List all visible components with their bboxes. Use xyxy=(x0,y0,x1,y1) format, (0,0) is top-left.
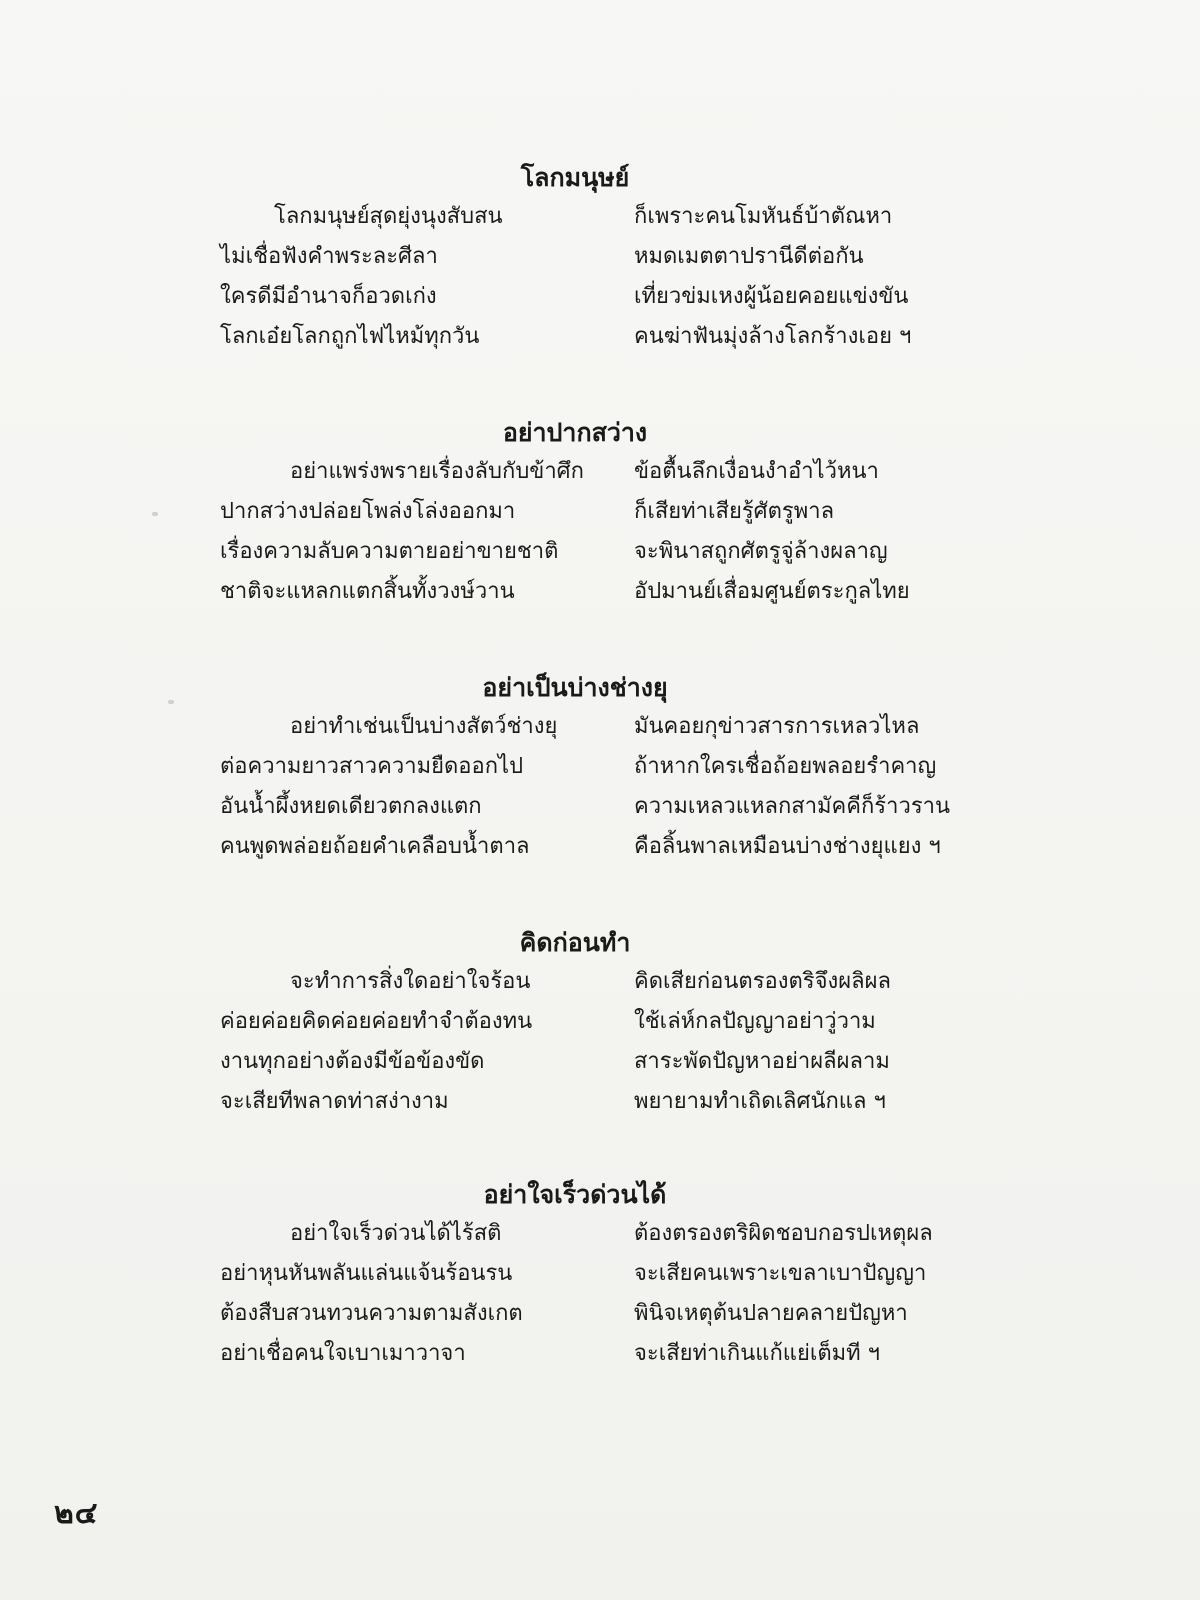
verse-line-left: ค่อยค่อยคิดค่อยค่อยทำจำต้องทน xyxy=(220,1009,533,1034)
verse-line-left: จะทำการสิ่งใดอย่าใจร้อน xyxy=(290,969,531,994)
verse-line-left: โลกเอ๋ยโลกถูกไฟไหม้ทุกวัน xyxy=(220,324,480,349)
verse-line-left: ต่อความยาวสาวความยืดออกไป xyxy=(220,754,524,779)
verse-line-right: ต้องตรองตริผิดชอบกอรปเหตุผล xyxy=(634,1221,933,1246)
verse-line-right: หมดเมตตาปรานีดีต่อกัน xyxy=(634,244,864,269)
verse-line-left: งานทุกอย่างต้องมีข้อข้องขัด xyxy=(220,1049,485,1074)
verse-line-right: คนฆ่าฟันมุ่งล้างโลกร้างเอย ฯ xyxy=(634,324,912,349)
poem-title: โลกมนุษย์ xyxy=(520,163,630,192)
verse-line-left: ใครดีมีอำนาจก็อวดเก่ง xyxy=(220,284,437,309)
verse-line-left: อย่าแพร่งพรายเรื่องลับกับข้าศึก xyxy=(290,459,584,484)
verse-line-left: อย่าหุนหันพลันแล่นแจ้นร้อนรน xyxy=(220,1261,513,1286)
verse-line-left: เรื่องความลับความตายอย่าขายชาติ xyxy=(220,539,559,564)
verse-line-right: จะเสียท่าเกินแก้แย่เต็มที ฯ xyxy=(634,1341,881,1366)
verse-line-left: ปากสว่างปล่อยโพล่งโล่งออกมา xyxy=(220,499,516,524)
verse-line-right: ความเหลวแหลกสามัคคีก็ร้าวราน xyxy=(634,794,951,819)
verse-line-right: สาระพัดปัญหาอย่าผลีผลาม xyxy=(634,1049,890,1074)
verse-line-left: อย่าทำเช่นเป็นบ่างสัตว์ช่างยุ xyxy=(290,714,558,739)
verse-line-left: ต้องสืบสวนทวนความตามสังเกต xyxy=(220,1301,523,1326)
verse-line-right: มันคอยกุข่าวสารการเหลวไหล xyxy=(634,714,920,739)
verse-line-right: จะเสียคนเพราะเขลาเบาปัญญา xyxy=(634,1261,927,1286)
verse-line-right: ใช้เล่ห์กลปัญญาอย่าวู่วาม xyxy=(634,1009,876,1034)
verse-line-right: คิดเสียก่อนตรองตริจึงผลิผล xyxy=(634,969,891,994)
verse-line-right: คือลิ้นพาลเหมือนบ่างช่างยุแยง ฯ xyxy=(634,834,941,859)
paper-speck xyxy=(152,512,158,516)
verse-line-right: ข้อตื้นลึกเงื่อนงำอำไว้หนา xyxy=(634,459,879,484)
verse-line-left: โลกมนุษย์สุดยุ่งนุงสับสน xyxy=(274,204,503,229)
verse-line-right: ถ้าหากใครเชื่อถ้อยพลอยรำคาญ xyxy=(634,754,937,779)
verse-line-right: จะพินาสถูกศัตรูจู่ล้างผลาญ xyxy=(634,539,888,564)
verse-line-left: อย่าใจเร็วด่วนได้ไร้สติ xyxy=(290,1221,502,1246)
verse-line-right: พินิจเหตุต้นปลายคลายปัญหา xyxy=(634,1301,908,1326)
verse-line-right: พยายามทำเถิดเลิศนักแล ฯ xyxy=(634,1089,886,1114)
verse-line-left: คนพูดพล่อยถ้อยคำเคลือบน้ำตาล xyxy=(220,834,530,859)
poem-title: คิดก่อนทำ xyxy=(519,928,631,957)
verse-line-right: ก็เพราะคนโมหันธ์บ้าตัณหา xyxy=(634,204,893,229)
verse-line-right: ก็เสียท่าเสียรู้ศัตรูพาล xyxy=(634,499,835,524)
verse-line-right: เที่ยวข่มเหงผู้น้อยคอยแข่งขัน xyxy=(634,284,909,309)
poem-title: อย่าปากสว่าง xyxy=(502,418,648,447)
verse-line-left: จะเสียทีพลาดท่าสง่างาม xyxy=(220,1089,449,1114)
page-number: ๒๔ xyxy=(54,1496,99,1531)
verse-line-left: ไม่เชื่อฟังคำพระละศีลา xyxy=(220,244,438,269)
verse-line-left: อย่าเชื่อคนใจเบาเมาวาจา xyxy=(220,1341,466,1366)
verse-line-left: อันน้ำผึ้งหยดเดียวตกลงแตก xyxy=(220,794,482,819)
verse-line-right: อัปมานย์เสื่อมศูนย์ตระกูลไทย xyxy=(634,579,910,604)
paper-speck xyxy=(168,700,174,704)
poem-title: อย่าใจเร็วด่วนได้ xyxy=(483,1180,667,1209)
verse-line-left: ชาติจะแหลกแตกสิ้นทั้งวงษ์วาน xyxy=(220,579,515,604)
poem-title: อย่าเป็นบ่างช่างยุ xyxy=(482,673,668,702)
